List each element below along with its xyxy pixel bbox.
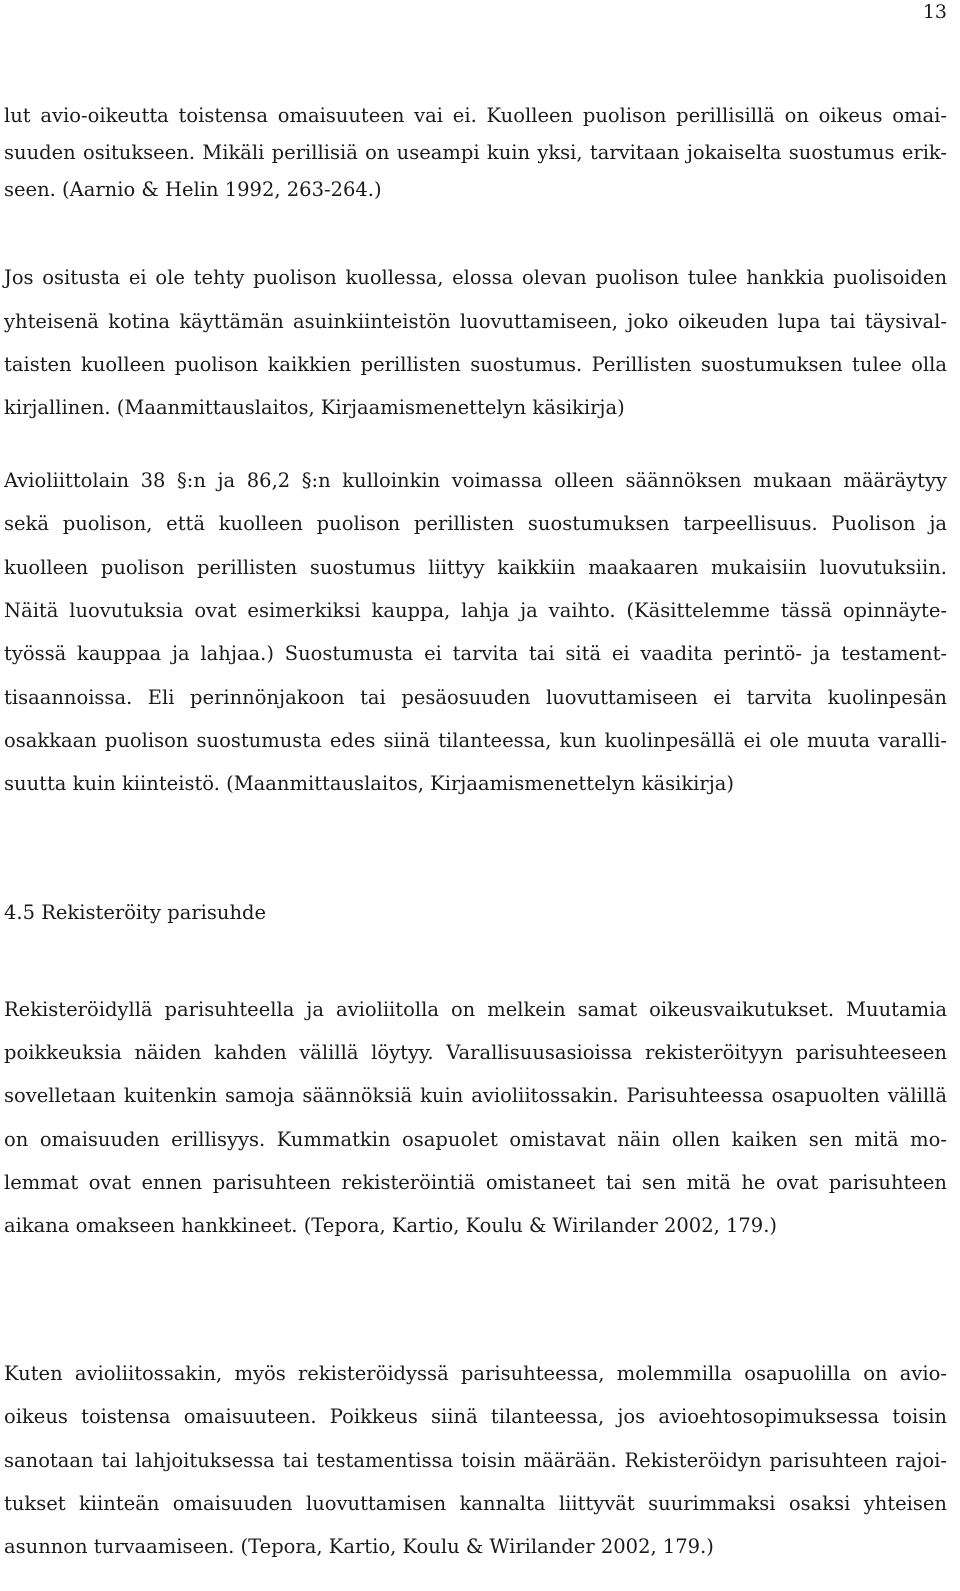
text-line: kirjallinen. (Maanmittauslaitos, Kirjaamismenettelyn käsikirja) <box>4 396 625 419</box>
text-line: Näitä luovutuksia ovat esimerkiksi kauppa, lahja ja vaihto. (Käsittelemme tässä opinnäyte- <box>4 599 947 622</box>
text-line: lemmat ovat ennen parisuhteen rekisteröintiä omistaneet tai sen mitä he ovat parisuhteen <box>4 1171 947 1194</box>
text-line: suutta kuin kiinteistö. (Maanmittauslaitos, Kirjaamismenettelyn käsikirja) <box>4 772 734 795</box>
text-line: kuolleen puolison perillisten suostumus liittyy kaikkiin maakaaren mukaisiin luovutuksiin. <box>4 556 947 579</box>
text-line: lut avio-oikeutta toistensa omaisuuteen vai ei. Kuolleen puolison perillisillä on oikeus omai- <box>4 104 947 127</box>
section-heading: 4.5 Rekisteröity parisuhde <box>4 901 267 924</box>
text-line: seen. (Aarnio & Helin 1992, 263-264.) <box>4 178 382 201</box>
text-line: Kuten avioliitossakin, myös rekisteröidyssä parisuhteessa, molemmilla osapuolilla on avio- <box>4 1362 947 1385</box>
text-line: sekä puolison, että kuolleen puolison perillisten suostumuksen tarpeellisuus. Puolison ja <box>4 512 947 535</box>
text-line: on omaisuuden erillisyys. Kummatkin osapuolet omistavat näin ollen kaiken sen mitä mo- <box>4 1128 947 1151</box>
text-line: oikeus toistensa omaisuuteen. Poikkeus siinä tilanteessa, jos avioehtosopimuksessa toisin <box>4 1405 947 1428</box>
text-line: tukset kiinteän omaisuuden luovuttamisen kannalta liittyvät suurimmaksi osaksi yhteisen <box>4 1492 947 1515</box>
text-line: tisaannoissa. Eli perinnönjakoon tai pesäosuuden luovuttamiseen ei tarvita kuolinpesän <box>4 686 947 709</box>
text-line: taisten kuolleen puolison kaikkien perillisten suostumus. Perillisten suostumuksen tulee olla <box>4 353 947 376</box>
text-line: Jos ositusta ei ole tehty puolison kuollessa, elossa olevan puolison tulee hankkia puolisoiden <box>4 266 947 289</box>
text-line: aikana omakseen hankkineet. (Tepora, Kartio, Koulu & Wirilander 2002, 179.) <box>4 1214 778 1237</box>
text-line: työssä kauppaa ja lahjaa.) Suostumusta ei tarvita tai sitä ei vaadita perintö- ja testament- <box>4 642 947 665</box>
text-line: poikkeuksia näiden kahden välillä löytyy. Varallisuusasioissa rekisteröityyn parisuhteeseen <box>4 1041 947 1064</box>
text-line: asunnon turvaamiseen. (Tepora, Kartio, Koulu & Wirilander 2002, 179.) <box>4 1535 714 1558</box>
page-number: 13 <box>922 1 947 23</box>
text-line: yhteisenä kotina käyttämän asuinkiinteistön luovuttamiseen, joko oikeuden lupa tai täysival- <box>4 310 947 333</box>
text-line: osakkaan puolison suostumusta edes siinä tilanteessa, kun kuolinpesällä ei ole muuta varalli- <box>4 729 947 752</box>
text-line: suuden ositukseen. Mikäli perillisiä on useampi kuin yksi, tarvitaan jokaiselta suostumus erik- <box>4 141 947 164</box>
text-line: sovelletaan kuitenkin samoja säännöksiä kuin avioliitossakin. Parisuhteessa osapuolten välillä <box>4 1084 947 1107</box>
text-line: Rekisteröidyllä parisuhteella ja avioliitolla on melkein samat oikeusvaikutukset. Muutamia <box>4 998 947 1021</box>
text-line: sanotaan tai lahjoituksessa tai testamentissa toisin määrään. Rekisteröidyn parisuhteen rajoi- <box>4 1449 947 1472</box>
text-line: Avioliittolain 38 §:n ja 86,2 §:n kulloinkin voimassa olleen säännöksen mukaan määräytyy <box>4 469 947 492</box>
